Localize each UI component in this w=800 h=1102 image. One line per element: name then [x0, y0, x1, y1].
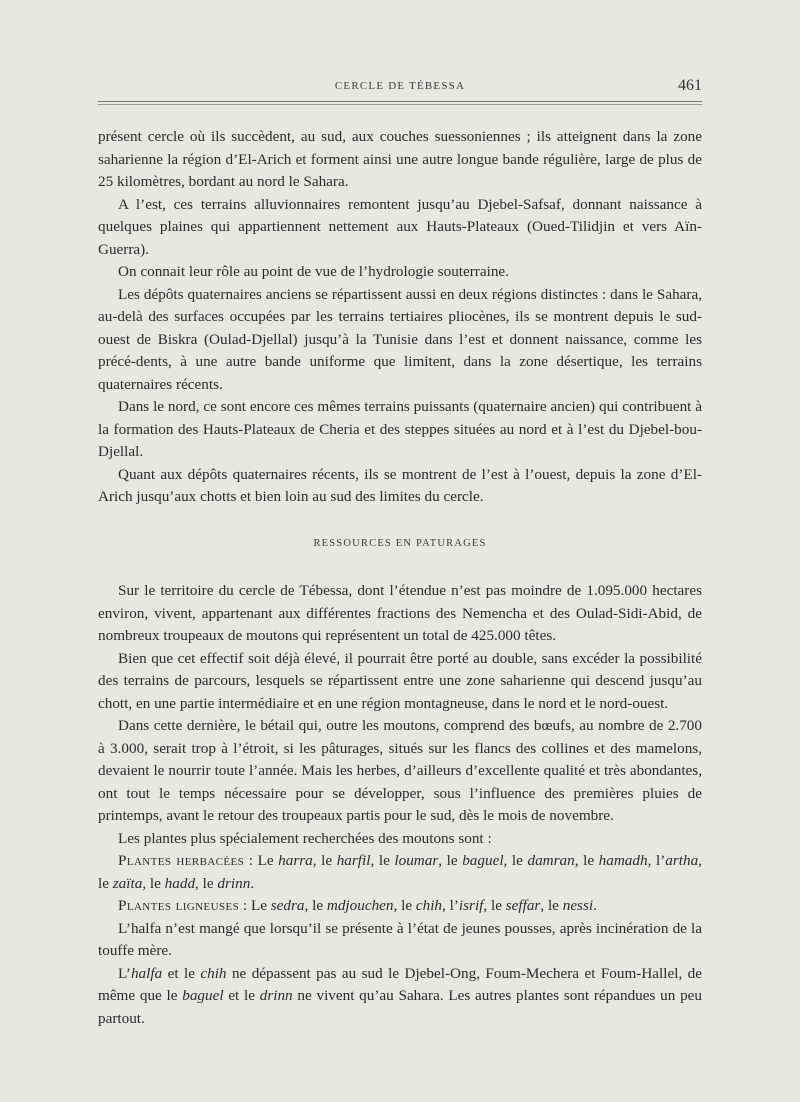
plant-name: halfa [130, 964, 163, 982]
plant-category-label: Plantes ligneuses [118, 897, 240, 914]
text-fragment: , le [142, 874, 165, 892]
text-fragment: , l’ [647, 852, 666, 869]
text-fragment: , le [483, 897, 506, 914]
paragraph: Les plantes plus spécialement recherchées des moutons sont : [118, 829, 492, 847]
separator: : [244, 852, 258, 869]
text-fragment: , le [195, 874, 218, 892]
text-fragment: . [593, 897, 597, 914]
paragraph: On connait leur rôle au point de vue de l’hydrologie souterraine. [118, 263, 509, 280]
plant-name: sedra [270, 897, 305, 914]
plant-name: hamadh [598, 852, 648, 869]
plant-name: drinn [259, 987, 293, 1004]
text-fragment: , le [503, 852, 528, 869]
paragraph: L’halfa n’est mangé que lorsqu’il se présente à l’état de jeunes pousses, après incinération de la touffe mère. [98, 919, 702, 959]
text-fragment: , le [540, 897, 563, 914]
paragraph: Bien que cet effectif soit déjà élevé, il pourrait être porté au double, sans excéder la possibilité des terrains de parcours, lesquels se répartissent entre une zone saharienne qui descend jusqu’au chott, en une partie intermédiaire et en une région montagneuse, dans le nord et le nord-ouest. [98, 649, 702, 712]
plant-name: chih [200, 964, 227, 982]
text-fragment: , le [98, 852, 702, 892]
plant-name: hadd [164, 874, 196, 892]
text-fragment: ne vivent qu’au Sahara. Les autres plantes sont répandues un peu partout. [98, 987, 703, 1027]
text-fragment: , le [304, 897, 327, 914]
herbaceous-plants-list [98, 850, 702, 895]
text-fragment: , l’ [442, 897, 459, 914]
header-rule-secondary [98, 104, 702, 105]
section-heading: RESSOURCES EN PATURAGES [313, 537, 487, 549]
plant-name: nessi [562, 897, 594, 914]
running-head [98, 77, 702, 100]
paragraph: Les dépôts quaternaires anciens se répartissent aussi en deux régions distinctes : dans le Sahara, au-delà des surfaces occupées par les terrains tertiaires pliocènes, ils se montrent depuis le sud-ouest de Biskra (Oulad-Djellal) jusqu’à la Tunisie dans l’est et donnent naissance, comme les précé-dents, à une autre bande uniforme que limitent, dans la zone désertique, les terrains quaternaires récents. [98, 285, 702, 393]
header-rule [98, 101, 702, 102]
text-fragment: et le [162, 964, 201, 982]
text-fragment: ne dépassent pas au sud le Djebel-Ong, Foum-Mechera et Foum-Hallel, de même que le [98, 964, 702, 1004]
paragraph: Dans le nord, ce sont encore ces mêmes terrains puissants (quaternaire ancien) qui contribuent à la formation des Hauts-Plateaux de Cheria et des steppes situées au nord et à l’est du Djebel-bou-Djellal. [98, 398, 702, 460]
plant-name: mdjouchen [326, 897, 394, 914]
plant-name: damran [527, 852, 575, 869]
text-fragment: , le [393, 897, 416, 914]
plant-name: baguel [182, 987, 224, 1004]
running-title: CERCLE DE TÉBESSA [334, 80, 466, 92]
paragraph: Dans cette dernière, le bétail qui, outre les moutons, comprend des bœufs, au nombre de 2.700 à 3.000, serait trop à l’étroit, si les pâturages, situés sur les flancs des collines et des mamelons, devaient le nourrir toute l’année. Mais les herbes, d’ailleurs d’excellente qualité et très abondantes, ont tout le temps nécessaire pour se développer, sous l’influence des premières pluies de printemps, avant le retour des troupeaux partis pour le sud, dès le mois de novembre. [98, 717, 702, 824]
text-fragment: et le [223, 987, 260, 1004]
paragraph: présent cercle où ils succèdent, au sud, aux couches suessoniennes ; ils atteignent dans la zone saharienne la région d’El-Arich et forment ainsi une autre longue bande régulière, large de plus de 25 kilomètres, bordant au nord le Sahara. [98, 128, 702, 190]
plant-name: harfil [336, 852, 371, 869]
page-number: 461 [678, 77, 702, 94]
text-fragment: Le [250, 897, 271, 914]
paragraph: Sur le territoire du cercle de Tébessa, dont l’étendue n’est pas moindre de 1.095.000 hectares environ, vivent, appartenant aux différentes fractions des Nemencha et des Oulad-Sidi-Abid, de nombreux troupeaux de moutons qui représentent un total de 425.000 têtes. [98, 582, 702, 644]
plant-name: chih [415, 897, 443, 914]
final-paragraph [98, 963, 702, 1031]
ligneous-plants-list [98, 895, 702, 918]
body-text [98, 126, 702, 1030]
text-fragment: Le [257, 852, 279, 869]
plant-name: zaïta [112, 874, 143, 892]
plant-name: drinn [217, 874, 251, 892]
paragraph: A l’est, ces terrains alluvionnaires remontent jusqu’au Djebel-Safsaf, donnant naissance à quelques plaines qui appartiennent nettement aux Hauts-Plateaux (Oued-Tilidjin et vers Aïn-Guerra). [98, 195, 702, 258]
separator: : [239, 897, 251, 914]
text-fragment: , le [574, 852, 599, 869]
text-fragment: , le [438, 852, 463, 869]
text-fragment: L’ [118, 964, 131, 982]
plant-name: artha [665, 852, 699, 869]
plant-name: isrif [458, 897, 484, 914]
plant-name: harra [278, 852, 313, 869]
plant-name: loumar [394, 852, 439, 869]
plant-name: seffar [505, 897, 541, 914]
text-fragment: , le [312, 852, 337, 869]
text-fragment: . [250, 874, 255, 892]
plant-category-label: Plantes herbacées [118, 852, 245, 869]
paragraph: Quant aux dépôts quaternaires récents, ils se montrent de l’est à l’ouest, depuis la zone d’El-Arich jusqu’aux chotts et bien loin au sud des limites du cercle. [98, 465, 702, 505]
plant-name: baguel [462, 852, 504, 869]
text-fragment: , le [370, 852, 395, 869]
